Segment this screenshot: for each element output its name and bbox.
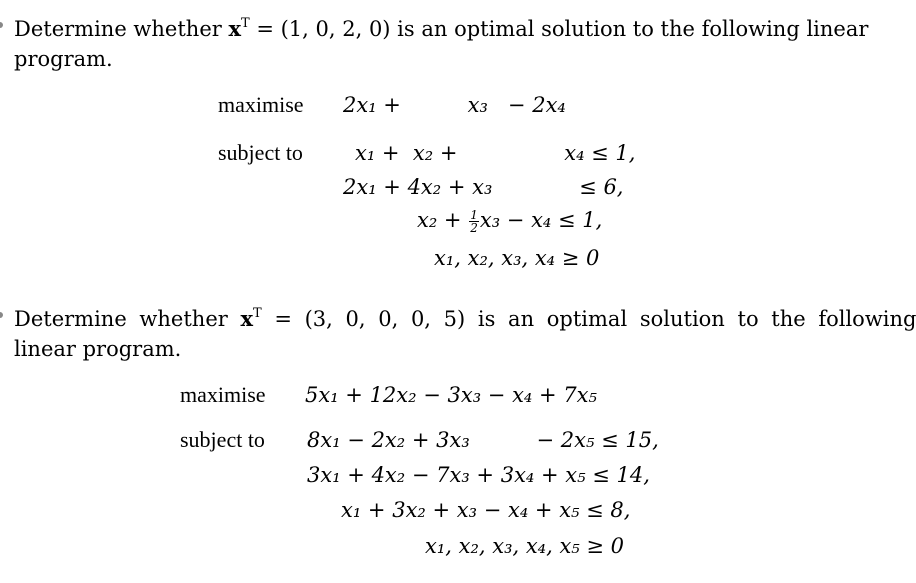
statement-continuation: program. (14, 47, 113, 71)
bullet-marker (0, 312, 3, 318)
constraint-tail: x₃ − x₄ ≤ 1, (479, 208, 603, 232)
linear-program-2 (0, 380, 839, 575)
statement-text: Determine whether (14, 307, 241, 331)
bullet-marker (0, 22, 3, 28)
constraint-row (417, 205, 602, 235)
linear-program-1 (0, 90, 839, 280)
statement-continuation: linear program. (14, 337, 182, 361)
constraint-head: x₂ + (417, 208, 469, 232)
nonnegativity-row: x₁, x₂, x₃, x₄, x₅ ≥ 0 (425, 534, 625, 558)
transpose-sup: T (241, 16, 250, 31)
constraint-row: x₁ + 3x₂ + x₃ − x₄ + x₅ ≤ 8, (341, 498, 631, 522)
objective-expression: 5x₁ + 12x₂ − 3x₃ − x₄ + 7x₅ (305, 383, 597, 407)
statement-text-rest: = (1, 0, 2, 0) is an optimal solution to the following linear (249, 17, 869, 41)
objective-label: maximise (180, 382, 266, 407)
subject-label: subject to (218, 140, 303, 165)
objective-label: maximise (218, 92, 304, 117)
objective-expression: 2x₁ + x₃ − 2x₄ (343, 93, 566, 117)
transpose-sup: T (253, 306, 262, 321)
constraint-row: 2x₁ + 4x₂ + x₃ ≤ 6, (343, 175, 624, 199)
constraint-row: x₁ + x₂ + x₄ ≤ 1, (355, 141, 636, 165)
constraint-row: 3x₁ + 4x₂ − 7x₃ + 3x₄ + x₅ ≤ 14, (307, 463, 650, 487)
problem-statement (14, 299, 916, 364)
fraction-one-half (469, 209, 479, 234)
fraction-denominator: 2 (470, 221, 478, 235)
constraint-row: 8x₁ − 2x₂ + 3x₃ − 2x₅ ≤ 15, (307, 428, 659, 452)
statement-text-rest: = (3, 0, 0, 0, 5) is an optimal solution to the following (261, 307, 916, 331)
problem-statement (14, 9, 868, 74)
statement-text: Determine whether (14, 17, 229, 41)
vector-x: x (228, 16, 241, 41)
vector-x: x (240, 306, 253, 331)
subject-label: subject to (180, 427, 265, 452)
fraction-numerator: 1 (470, 208, 478, 222)
nonnegativity-row: x₁, x₂, x₃, x₄ ≥ 0 (434, 246, 600, 270)
